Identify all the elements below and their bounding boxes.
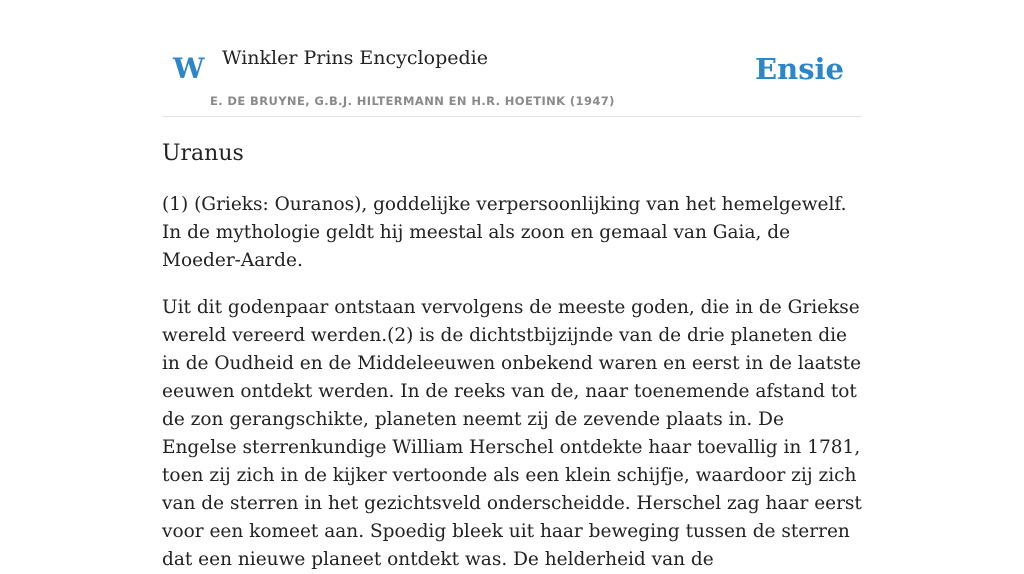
- publication-title[interactable]: Winkler Prins Encyclopedie: [222, 47, 488, 69]
- article-paragraph-2: Uit dit godenpaar ontstaan vervolgens de meeste goden, die in de Griekse wereld vereerd werden.(2) is de dichtstbijzijnde van de drie planeten die in de Oudheid en de Middeleeuwen onbekend waren en eerst in de laatste eeuwen ontdekt werden. In de reeks van de, naar toenemende afstand tot de zon gerangschikte, planeten neemt zij de zevende plaats in. De Engelse sterrenkundige William Herschel ontdekte haar toevallig in 1781, toen zij zich in de kijker vertoonde als een klein schijfje, waardoor zij zich van de sterren in het gezichtsveld onderscheidde. Herschel zag haar eerst voor een komeet aan. Spoedig bleek uit haar beweging tussen de sterren dat een nieuwe planeet ontdekt was. De helderheid van de: [162, 297, 862, 570]
- brand-logo[interactable]: Ensie: [755, 52, 844, 86]
- header: [162, 0, 862, 117]
- article: [162, 138, 862, 574]
- article-paragraph-1: (1) (Grieks: Ouranos), goddelijke verpersoonlijking van het hemelgewelf. In de mythologie geldt hij meestal als zoon en gemaal van Gaia, de Moeder-Aarde.: [162, 194, 847, 271]
- publication-authors: E. DE BRUYNE, G.B.J. HILTERMANN EN H.R. HOETINK (1947): [210, 94, 615, 108]
- entry-title: Uranus: [162, 141, 244, 166]
- publication-logo[interactable]: W: [173, 52, 205, 85]
